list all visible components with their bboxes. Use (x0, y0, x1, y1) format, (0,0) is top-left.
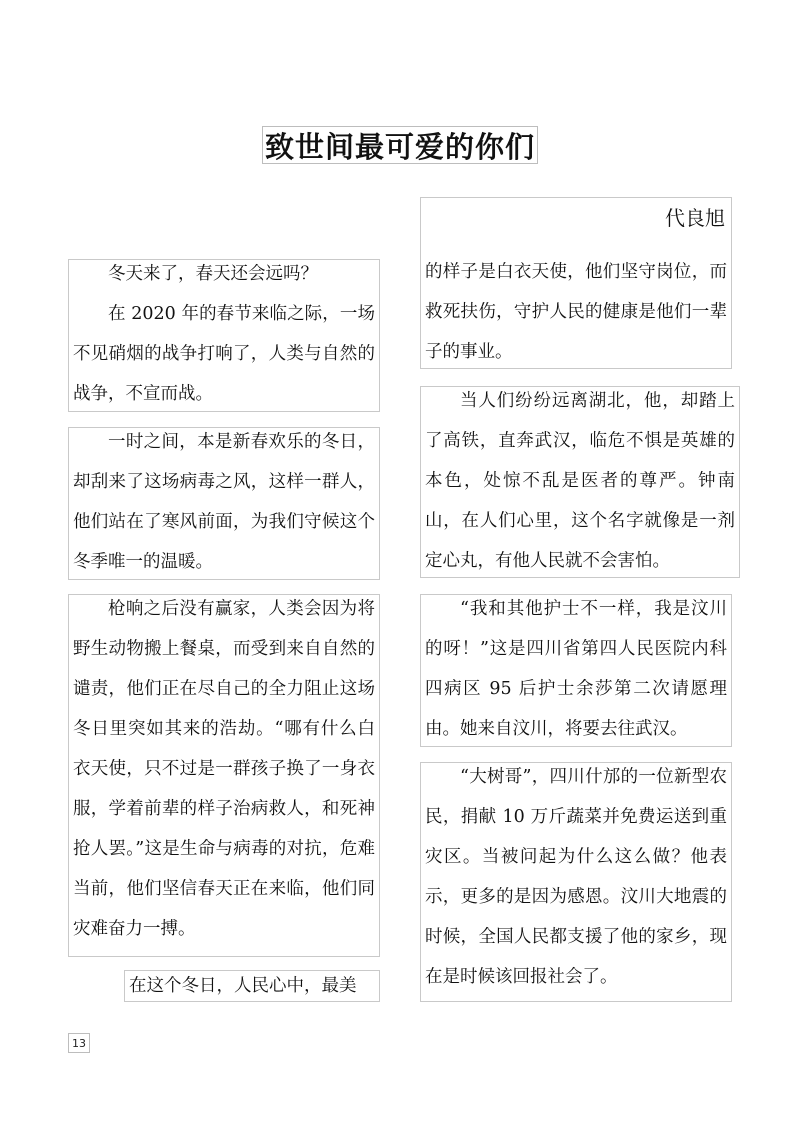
left-paragraph-3: 枪响之后没有赢家，人类会因为将野生动物搬上餐桌，而受到来自自然的谴责，他们正在尽自己的全力阻止这场冬日里突如其来的浩劫。“哪有什么白衣天使，只不过是一群孩子换了一身衣服，学着前辈的样子治病救人，和死神抢人罢。”这是生命与病毒的对抗，危难当前，他们坚信春天正在来临，他们同灾难奋力一搏。 (73, 599, 375, 939)
left-text-box-4 (124, 970, 380, 1002)
left-text-box-3 (68, 594, 380, 957)
right-text-box-2 (420, 386, 740, 578)
right-paragraph-1: 的样子是白衣天使，他们坚守岗位，而救死扶伤，守护人民的健康是他们一辈子的事业。 (425, 262, 727, 362)
right-text-box-3 (420, 594, 732, 747)
author-box (420, 197, 732, 369)
author-name: 代良旭 (665, 206, 725, 230)
title-box (262, 126, 538, 164)
right-paragraph-3: “我和其他护士不一样，我是汶川的呀！”这是四川省第四人民医院内科四病区 95 后护士余莎第二次请愿理由。她来自汶川，将要去往武汉。 (425, 599, 727, 739)
left-paragraph-1b: 在 2020 年的春节来临之际，一场不见硝烟的战争打响了，人类与自然的战争，不宣而战。 (73, 304, 375, 404)
right-paragraph-4: “大树哥”，四川什邡的一位新型农民，捐献 10 万斤蔬菜并免费运送到重灾区。当被问起为什么这么做？他表示，更多的是因为感恩。汶川大地震的时候，全国人民都支援了他的家乡，现在是时候该回报社会了。 (425, 767, 727, 987)
article-title: 致世间最可爱的你们 (264, 129, 535, 164)
right-paragraph-2: 当人们纷纷远离湖北，他，却踏上了高铁，直奔武汉，临危不惧是英雄的本色，处惊不乱是医者的尊严。钟南山，在人们心里，这个名字就像是一剂定心丸，有他人民就不会害怕。 (425, 391, 735, 571)
page-number: 13 (68, 1033, 90, 1053)
left-text-box-1 (68, 259, 380, 412)
left-text-box-2 (68, 427, 380, 580)
left-paragraph-1a: 冬天来了，春天还会远吗？ (108, 264, 318, 284)
left-paragraph-4: 在这个冬日，人民心中，最美 (129, 976, 357, 996)
left-paragraph-2: 一时之间，本是新春欢乐的冬日，却刮来了这场病毒之风，这样一群人，他们站在了寒风前面，为我们守候这个冬季唯一的温暖。 (73, 432, 375, 572)
right-text-box-4 (420, 762, 732, 1002)
